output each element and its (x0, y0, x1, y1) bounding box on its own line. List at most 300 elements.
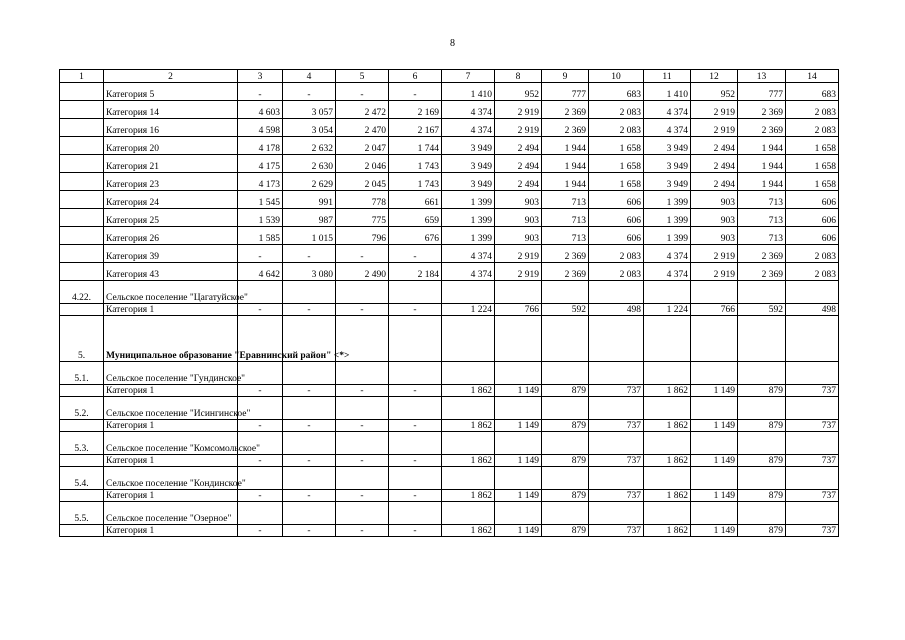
table-cell (283, 281, 336, 304)
table-cell: 2 494 (691, 137, 738, 155)
table-cell: 1 149 (691, 420, 738, 432)
table-cell: 2 047 (336, 137, 389, 155)
table-cell: 737 (786, 420, 839, 432)
table-cell: - (336, 420, 389, 432)
column-header: 3 (238, 70, 283, 83)
row-name: Категория 1 (104, 455, 238, 467)
table-cell (389, 397, 442, 420)
table-row (60, 209, 839, 227)
row-name: Сельское поселение "Комсомольское" (104, 432, 238, 455)
table-cell: 1 015 (283, 227, 336, 245)
table-cell (442, 397, 495, 420)
table-cell: 879 (542, 420, 589, 432)
table-cell: 1 224 (442, 304, 495, 316)
table-cell: 879 (738, 490, 786, 502)
table-cell: 737 (786, 385, 839, 397)
table-cell (389, 432, 442, 455)
table-cell: 903 (495, 191, 542, 209)
table-cell: 879 (738, 525, 786, 537)
table-row (60, 191, 839, 209)
table-cell: 713 (542, 227, 589, 245)
table-cell (238, 502, 283, 525)
table-cell: 903 (691, 209, 738, 227)
table-cell (691, 502, 738, 525)
table-cell: 592 (738, 304, 786, 316)
table-cell: 1 658 (589, 173, 644, 191)
column-header: 11 (644, 70, 691, 83)
table-cell: 1 744 (389, 137, 442, 155)
table-row (60, 397, 839, 420)
row-index (60, 137, 104, 155)
table-cell: 1 658 (786, 173, 839, 191)
table-cell: 2 083 (589, 263, 644, 281)
table-cell: 606 (589, 209, 644, 227)
table-cell: 683 (786, 83, 839, 101)
table-cell: 879 (542, 525, 589, 537)
table-cell: - (389, 83, 442, 101)
table-cell: 3 949 (442, 173, 495, 191)
row-index (60, 191, 104, 209)
table-cell: 1 149 (691, 385, 738, 397)
table-cell: 2 494 (691, 155, 738, 173)
table-cell (738, 502, 786, 525)
table-cell: 777 (738, 83, 786, 101)
table-cell: - (283, 490, 336, 502)
table-row (60, 455, 839, 467)
table-cell (495, 397, 542, 420)
table-cell: 2 919 (495, 245, 542, 263)
table-cell: 766 (495, 304, 542, 316)
row-name: Категория 39 (104, 245, 238, 263)
table-cell (283, 362, 336, 385)
table-cell: - (283, 385, 336, 397)
row-index (60, 263, 104, 281)
table-cell (738, 397, 786, 420)
row-name: Категория 1 (104, 304, 238, 316)
table-cell: 498 (589, 304, 644, 316)
table-cell: 879 (542, 385, 589, 397)
table-cell: 1 149 (495, 455, 542, 467)
table-cell: 1 539 (238, 209, 283, 227)
table-cell: 1 149 (495, 420, 542, 432)
table-cell: 737 (786, 455, 839, 467)
table-cell: 1 944 (542, 137, 589, 155)
table-cell (495, 316, 542, 362)
table-cell: - (389, 490, 442, 502)
table-cell (442, 502, 495, 525)
table-row (60, 525, 839, 537)
table-cell: 4 173 (238, 173, 283, 191)
table-row (60, 281, 839, 304)
table-cell: - (336, 83, 389, 101)
row-index (60, 525, 104, 537)
column-header: 7 (442, 70, 495, 83)
table-cell (336, 502, 389, 525)
table-cell: - (238, 455, 283, 467)
table-cell (495, 281, 542, 304)
table-cell: 659 (389, 209, 442, 227)
row-name: Категория 24 (104, 191, 238, 209)
row-name: Сельское поселение "Кондинское" (104, 467, 238, 490)
table-cell: 606 (786, 227, 839, 245)
table-cell: 1 743 (389, 155, 442, 173)
row-index (60, 490, 104, 502)
table-cell: 766 (691, 304, 738, 316)
row-name: Сельское поселение "Исингинское" (104, 397, 238, 420)
column-header: 4 (283, 70, 336, 83)
table-cell: - (283, 304, 336, 316)
table-cell: 1 862 (644, 525, 691, 537)
table-cell: - (336, 490, 389, 502)
column-header: 5 (336, 70, 389, 83)
row-index (60, 119, 104, 137)
column-header: 1 (60, 70, 104, 83)
column-header: 8 (495, 70, 542, 83)
table-cell: - (283, 245, 336, 263)
table-cell: 713 (738, 227, 786, 245)
table-cell: - (336, 245, 389, 263)
table-cell (542, 281, 589, 304)
table-cell (283, 432, 336, 455)
row-name: Категория 5 (104, 83, 238, 101)
table-cell: - (238, 245, 283, 263)
row-index: 5.3. (60, 432, 104, 455)
table-cell (786, 467, 839, 490)
table-cell: 775 (336, 209, 389, 227)
table-cell: 737 (786, 490, 839, 502)
row-index: 5.5. (60, 502, 104, 525)
table-cell (786, 397, 839, 420)
row-index (60, 83, 104, 101)
table-cell (336, 362, 389, 385)
table-cell: 1 410 (442, 83, 495, 101)
table-cell: 2 630 (283, 155, 336, 173)
row-name: Сельское поселение "Гундинское" (104, 362, 238, 385)
table-cell (542, 397, 589, 420)
table-cell: 1 545 (238, 191, 283, 209)
table-cell: - (283, 420, 336, 432)
table-cell: 1 862 (442, 385, 495, 397)
table-cell: - (336, 455, 389, 467)
table-cell (589, 397, 644, 420)
table-cell: 737 (589, 525, 644, 537)
table-cell: 737 (589, 385, 644, 397)
table-cell (442, 316, 495, 362)
table-cell: 737 (589, 490, 644, 502)
table-cell (644, 316, 691, 362)
table-cell: 661 (389, 191, 442, 209)
table-cell: 2 470 (336, 119, 389, 137)
table-cell: 952 (495, 83, 542, 101)
table-cell (644, 281, 691, 304)
tariff-table (59, 69, 839, 537)
table-cell (389, 467, 442, 490)
table-cell: 4 374 (442, 245, 495, 263)
table-cell: 987 (283, 209, 336, 227)
table-cell (442, 467, 495, 490)
table-cell (442, 362, 495, 385)
row-index (60, 385, 104, 397)
table-cell: - (238, 490, 283, 502)
table-cell: 713 (542, 191, 589, 209)
column-header: 10 (589, 70, 644, 83)
row-index (60, 227, 104, 245)
table-cell: 1 399 (442, 191, 495, 209)
table-cell: 1 944 (542, 173, 589, 191)
table-cell (389, 281, 442, 304)
column-header: 12 (691, 70, 738, 83)
table-cell: 2 083 (589, 101, 644, 119)
row-index (60, 209, 104, 227)
table-cell: 879 (738, 420, 786, 432)
table-cell: 2 369 (738, 119, 786, 137)
table-row (60, 316, 839, 362)
table-cell: 2 369 (738, 101, 786, 119)
page-number: 8 (450, 38, 455, 49)
table-cell (738, 316, 786, 362)
table-cell (738, 281, 786, 304)
row-name: Категория 16 (104, 119, 238, 137)
table-cell (283, 467, 336, 490)
row-index (60, 155, 104, 173)
table-row (60, 137, 839, 155)
table-cell: 737 (786, 525, 839, 537)
table-cell: - (389, 525, 442, 537)
table-cell (786, 432, 839, 455)
table-cell: 2 083 (589, 119, 644, 137)
table-row (60, 119, 839, 137)
table-row (60, 362, 839, 385)
table-cell: 903 (691, 227, 738, 245)
column-header: 9 (542, 70, 589, 83)
table-cell: 1 743 (389, 173, 442, 191)
table-cell (542, 362, 589, 385)
table-cell: 4 374 (442, 119, 495, 137)
table-cell: 1 149 (495, 385, 542, 397)
table-cell (691, 281, 738, 304)
table-cell: 3 949 (644, 155, 691, 173)
table-row (60, 467, 839, 490)
table-cell: 2 919 (691, 263, 738, 281)
table-cell: 4 374 (644, 245, 691, 263)
table-cell: 2 045 (336, 173, 389, 191)
table-cell: 2 494 (691, 173, 738, 191)
table-cell (786, 281, 839, 304)
row-index (60, 101, 104, 119)
table-cell: 1 862 (644, 490, 691, 502)
table-row (60, 420, 839, 432)
table-cell: 4 598 (238, 119, 283, 137)
table-cell: 2 083 (786, 263, 839, 281)
table-cell: 1 149 (691, 490, 738, 502)
table-cell: 2 494 (495, 137, 542, 155)
table-cell: - (238, 304, 283, 316)
row-index: 5.4. (60, 467, 104, 490)
table-cell (283, 502, 336, 525)
table-cell (442, 432, 495, 455)
table-cell: - (336, 525, 389, 537)
table-cell (542, 502, 589, 525)
table-cell: 2 472 (336, 101, 389, 119)
table-cell: 713 (542, 209, 589, 227)
table-cell (283, 397, 336, 420)
row-index (60, 420, 104, 432)
table-cell (691, 362, 738, 385)
row-index: 5.2. (60, 397, 104, 420)
table-cell: - (389, 385, 442, 397)
table-cell (786, 502, 839, 525)
table-row (60, 245, 839, 263)
table-cell: 2 369 (542, 263, 589, 281)
table-cell (336, 397, 389, 420)
table-cell: - (389, 304, 442, 316)
table-cell: - (283, 83, 336, 101)
table-row (60, 227, 839, 245)
row-index (60, 455, 104, 467)
table-cell (495, 362, 542, 385)
row-index: 5.1. (60, 362, 104, 385)
table-cell: 4 374 (644, 119, 691, 137)
table-cell: 2 919 (495, 101, 542, 119)
table-cell: 2 184 (389, 263, 442, 281)
table-cell: 4 175 (238, 155, 283, 173)
table-cell: 1 658 (589, 155, 644, 173)
table-cell (786, 316, 839, 362)
table-cell: - (238, 83, 283, 101)
table-cell (389, 316, 442, 362)
row-name: Категория 14 (104, 101, 238, 119)
table-cell: 2 919 (691, 245, 738, 263)
table-cell: 737 (589, 455, 644, 467)
table-cell: 606 (589, 191, 644, 209)
table-cell: 4 178 (238, 137, 283, 155)
row-index: 5. (60, 316, 104, 362)
table-cell: 2 046 (336, 155, 389, 173)
table-cell (589, 502, 644, 525)
table-cell (644, 362, 691, 385)
table-cell (442, 281, 495, 304)
table-cell: 903 (691, 191, 738, 209)
table-cell: 1 399 (442, 227, 495, 245)
table-cell: - (389, 245, 442, 263)
table-row (60, 263, 839, 281)
table-cell (644, 397, 691, 420)
header-row (60, 70, 839, 83)
table-cell: - (283, 455, 336, 467)
row-name: Категория 1 (104, 420, 238, 432)
table-cell: 1 399 (442, 209, 495, 227)
table-cell: 4 374 (442, 101, 495, 119)
table-row (60, 432, 839, 455)
table-row (60, 173, 839, 191)
table-row (60, 385, 839, 397)
table-cell: 683 (589, 83, 644, 101)
table-cell: 1 149 (495, 490, 542, 502)
table-row (60, 101, 839, 119)
table-cell: - (336, 385, 389, 397)
row-index (60, 173, 104, 191)
table-cell: 2 169 (389, 101, 442, 119)
table-row (60, 490, 839, 502)
table-cell: 2 083 (786, 245, 839, 263)
table-cell: 2 083 (589, 245, 644, 263)
table-cell: 1 862 (442, 525, 495, 537)
row-name: Муниципальное образование "Еравнинский район" <*> (104, 316, 238, 362)
table-cell: 2 494 (495, 173, 542, 191)
table-cell (336, 432, 389, 455)
table-cell: 2 494 (495, 155, 542, 173)
table-cell (589, 362, 644, 385)
row-name: Категория 21 (104, 155, 238, 173)
table-cell (644, 502, 691, 525)
table-cell: - (389, 455, 442, 467)
table-cell (589, 432, 644, 455)
row-name: Категория 20 (104, 137, 238, 155)
table-cell: 4 374 (644, 263, 691, 281)
table-cell: - (283, 525, 336, 537)
table-cell: 879 (542, 490, 589, 502)
table-cell: 498 (786, 304, 839, 316)
column-header: 2 (104, 70, 238, 83)
row-name: Сельское поселение "Цагатуйское" (104, 281, 238, 304)
table-cell: 3 949 (442, 137, 495, 155)
table-cell: 606 (786, 209, 839, 227)
table-cell (542, 316, 589, 362)
table-cell: 2 369 (542, 119, 589, 137)
table-cell (336, 281, 389, 304)
table-cell (495, 432, 542, 455)
row-name: Категория 25 (104, 209, 238, 227)
row-index (60, 304, 104, 316)
table-cell (336, 467, 389, 490)
table-cell: - (336, 304, 389, 316)
table-cell: 2 919 (495, 119, 542, 137)
table-cell: 1 862 (644, 420, 691, 432)
table-cell: 1 944 (738, 137, 786, 155)
table-cell (738, 362, 786, 385)
table-cell (542, 467, 589, 490)
table-cell (389, 502, 442, 525)
table-cell: 3 057 (283, 101, 336, 119)
table-cell: 4 374 (644, 101, 691, 119)
column-header: 14 (786, 70, 839, 83)
table-cell: 1 658 (786, 137, 839, 155)
table-cell: 879 (738, 455, 786, 467)
table-cell: 2 083 (786, 101, 839, 119)
table-cell: 606 (786, 191, 839, 209)
row-name: Категория 26 (104, 227, 238, 245)
table-cell: 2 369 (738, 245, 786, 263)
table-cell: 606 (589, 227, 644, 245)
table-cell: 777 (542, 83, 589, 101)
table-cell: 1 862 (442, 455, 495, 467)
row-name: Категория 1 (104, 490, 238, 502)
table-cell: 1 585 (238, 227, 283, 245)
table-cell: 1 224 (644, 304, 691, 316)
table-cell: 1 399 (644, 191, 691, 209)
row-index (60, 245, 104, 263)
table-cell: 1 944 (738, 155, 786, 173)
table-cell (589, 316, 644, 362)
table-row (60, 502, 839, 525)
table-cell (644, 432, 691, 455)
table-cell (589, 467, 644, 490)
table-cell (644, 467, 691, 490)
table-row (60, 83, 839, 101)
table-cell (738, 467, 786, 490)
table-cell: - (238, 525, 283, 537)
table-cell: 1 149 (691, 525, 738, 537)
